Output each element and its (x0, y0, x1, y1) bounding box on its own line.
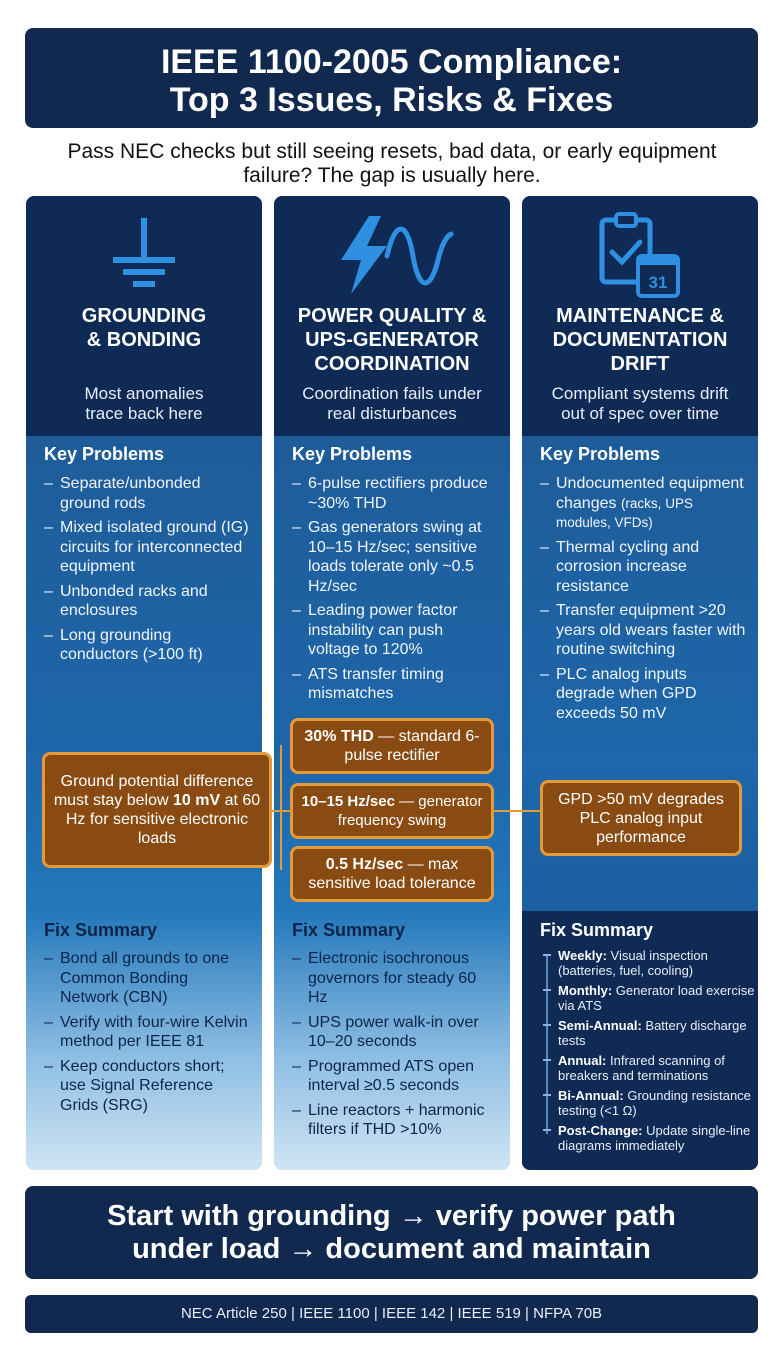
fix-summary-title: Fix Summary (292, 920, 406, 940)
timeline-item: Semi-Annual: Battery discharge tests (546, 1018, 756, 1048)
timeline-item: Bi-Annual: Grounding resistance testing (<1 Ω) (546, 1088, 756, 1118)
key-problems-title: Key Problems (44, 444, 165, 464)
subtitle-line-1: Pass NEC checks but still seeing resets, bad data, or early equipment (67, 140, 717, 163)
list-item: – Long grounding conductors (>100 ft) (44, 626, 250, 665)
connector-line (492, 810, 542, 812)
list-item: – Unbonded racks and enclosures (44, 582, 250, 621)
calendar-number: 31 (648, 273, 668, 292)
column-title: GROUNDING & BONDING (81, 305, 207, 351)
column-subtitle: Coordination fails under real disturbances (302, 384, 482, 423)
timeline-item: Monthly: Generator load exercise via ATS (546, 983, 756, 1013)
problem-list (292, 474, 498, 709)
problem-list (540, 474, 746, 728)
fix-summary-title: Fix Summary (44, 920, 158, 940)
calendar-check-icon (522, 210, 758, 300)
list-item: – Line reactors + harmonic filters if THD >10% (292, 1101, 498, 1140)
column-title: POWER QUALITY & UPS-GENERATOR COORDINATION (297, 305, 487, 375)
column-subtitle: Compliant systems drift out of spec over time (551, 384, 729, 423)
list-item: – Undocumented equipment changes (racks, UPS modules, VFDs) (540, 474, 746, 533)
list-item: – Thermal cycling and corrosion increase resistance (540, 538, 746, 597)
list-item: – Mixed isolated ground (IG) circuits for interconnected equipment (44, 518, 250, 577)
connector-line (280, 745, 282, 870)
fix-list (292, 949, 498, 1145)
list-item: – PLC analog inputs degrade when GPD exceeds 50 mV (540, 665, 746, 724)
timeline-item: Weekly: Visual inspection (batteries, fuel, cooling) (546, 948, 756, 978)
list-item: – Gas generators swing at 10–15 Hz/sec; sensitive loads tolerate only ~0.5 Hz/sec (292, 518, 498, 596)
list-item: – Bond all grounds to one Common Bonding Network (CBN) (44, 949, 250, 1008)
bottom-banner (25, 1186, 758, 1279)
list-item: – Leading power factor instability can push voltage to 120% (292, 601, 498, 660)
fix-summary-title: Fix Summary (540, 920, 654, 940)
title-line-2: Top 3 Issues, Risks & Fixes (169, 81, 614, 119)
column-power-quality (274, 196, 510, 1170)
ground-potential-callout: Ground potential difference must stay below 10 mV at 60 Hz for sensitive electronic loads (42, 752, 272, 868)
key-problems-title: Key Problems (292, 444, 413, 464)
timeline-item: Post-Change: Update single-line diagrams immediately (546, 1123, 756, 1153)
maintenance-timeline (546, 948, 756, 1158)
load-tolerance-callout: 0.5 Hz/sec — max sensitive load tolerance (290, 846, 494, 902)
problem-list (44, 474, 250, 670)
lightning-sine-icon (274, 210, 510, 300)
timeline-item: Annual: Infrared scanning of breakers and terminations (546, 1053, 756, 1083)
list-item: – 6-pulse rectifiers produce ~30% THD (292, 474, 498, 513)
list-item: – Separate/unbonded ground rods (44, 474, 250, 513)
column-subtitle: Most anomalies trace back here (84, 384, 204, 423)
list-item: – Electronic isochronous governors for steady 60 Hz (292, 949, 498, 1008)
bottom-line-2: under load → document and maintain (132, 1233, 651, 1265)
list-item: – Verify with four-wire Kelvin method per IEEE 81 (44, 1013, 250, 1052)
list-item: – ATS transfer timing mismatches (292, 665, 498, 704)
column-title: MAINTENANCE & DOCUMENTATION DRIFT (552, 305, 728, 375)
list-item: – Programmed ATS open interval ≥0.5 seconds (292, 1057, 498, 1096)
title-banner (25, 28, 758, 128)
fix-list (44, 949, 250, 1120)
column-grounding (26, 196, 262, 1170)
title-line-1: IEEE 1100-2005 Compliance: (160, 43, 623, 81)
key-problems-title: Key Problems (540, 444, 661, 464)
footer-references: NEC Article 250 | IEEE 1100 | IEEE 142 | IEEE 519 | NFPA 70B (25, 1295, 758, 1333)
list-item: – Transfer equipment >20 years old wears faster with routine switching (540, 601, 746, 660)
list-item: – Keep conductors short; use Signal Reference Grids (SRG) (44, 1057, 250, 1116)
subtitle-line-2: failure? The gap is usually here. (243, 164, 541, 187)
thd-callout: 30% THD — standard 6-pulse rectifier (290, 718, 494, 774)
list-item: – UPS power walk-in over 10–20 seconds (292, 1013, 498, 1052)
frequency-swing-callout: 10–15 Hz/sec — generator frequency swing (290, 783, 494, 839)
subtitle (30, 140, 754, 188)
ground-icon (26, 210, 262, 300)
bottom-line-1: Start with grounding → verify power path (107, 1200, 676, 1232)
gpd-callout: GPD >50 mV degrades PLC analog input performance (540, 780, 742, 856)
